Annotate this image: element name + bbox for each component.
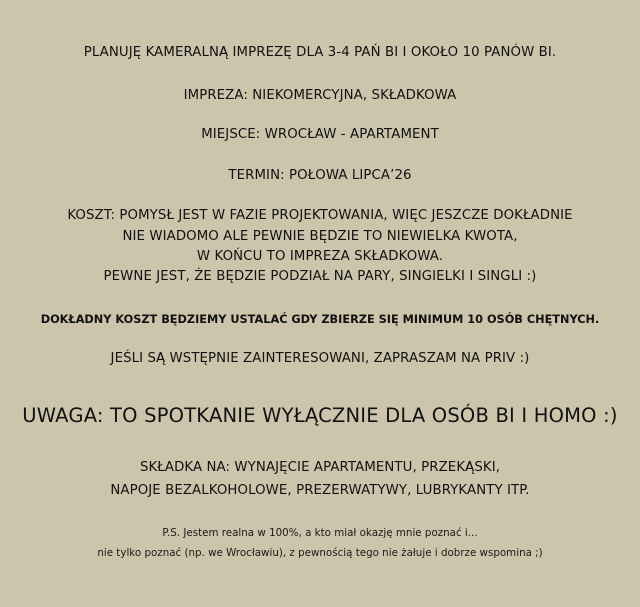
location-text: MIEJSCE: WROCŁAW - APARTAMENT [201, 127, 439, 142]
cost-line-3: W KOŃCU TO IMPREZA SKŁADKOWA. [196, 249, 444, 264]
contribution-line-1: SKŁADKA NA: WYNAJĘCIE APARTAMENTU, PRZEKĄSKI, [139, 460, 501, 475]
exact-cost-text: DOKŁADNY KOSZT BĘDZIEMY USTALAĆ GDY ZBIERZE SIĘ MINIMUM 10 OSÓB CHĘTNYCH. [40, 313, 600, 326]
postscript-line-2: nie tylko poznać (np. we Wrocławiu), z pewnością tego nie żałuje i dobrze wspomina ;) [97, 547, 543, 559]
date-text: TERMIN: POŁOWA LIPCA’26 [228, 168, 412, 183]
cost-line-2: NIE WIADOMO ALE PEWNIE BĘDZIE TO NIEWIELKA KWOTA, [122, 229, 518, 244]
postscript-line-1: P.S. Jestem realna w 100%, a kto miał okazję mnie poznać i... [162, 527, 478, 539]
cost-line-4: PEWNE JEST, ŻE BĘDZIE PODZIAŁ NA PARY, SINGIELKI I SINGLI :) [103, 269, 537, 284]
contribution-line-2: NAPOJE BEZALKOHOLOWE, PREZERWATYWY, LUBRYKANTY ITP. [110, 483, 530, 498]
intro-text: PLANUJĘ KAMERALNĄ IMPREZĘ DLA 3-4 PAŃ BI I OKOŁO 10 PANÓW BI. [83, 45, 557, 60]
cost-line-1: KOSZT: POMYSŁ JEST W FAZIE PROJEKTOWANIA, WIĘC JESZCZE DOKŁADNIE [67, 208, 573, 223]
warning-heading: UWAGA: TO SPOTKANIE WYŁĄCZNIE DLA OSÓB BI I HOMO :) [22, 404, 618, 427]
event-type-text: IMPREZA: NIEKOMERCYJNA, SKŁADKOWA [183, 88, 457, 103]
interested-text: JEŚLI SĄ WSTĘPNIE ZAINTERESOWANI, ZAPRASZAM NA PRIV :) [110, 351, 530, 366]
